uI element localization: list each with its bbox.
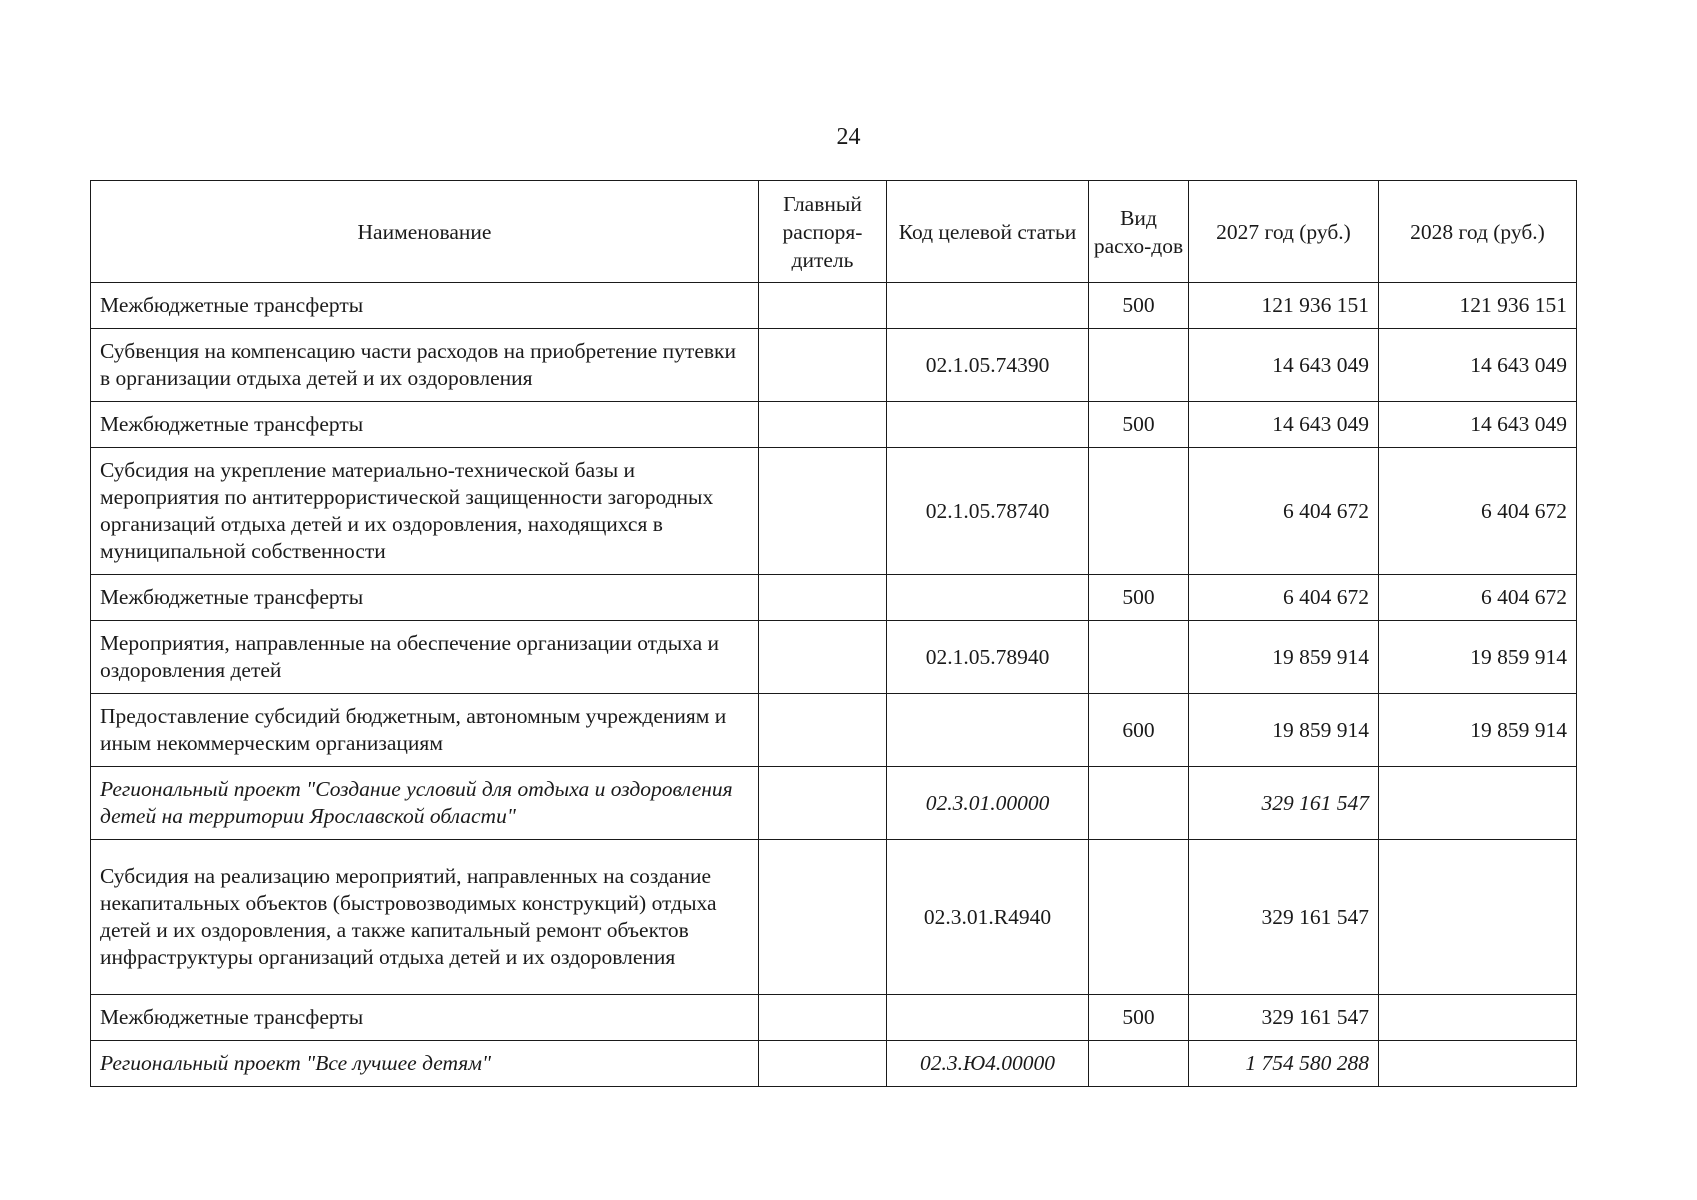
row-expense-type: 500 — [1089, 995, 1189, 1041]
table-row — [91, 402, 1577, 448]
table-row — [91, 767, 1577, 840]
header-year-2027: 2027 год (руб.) — [1189, 181, 1379, 283]
row-amount-2027: 14 643 049 — [1189, 329, 1379, 402]
row-amount-2027: 329 161 547 — [1189, 767, 1379, 840]
row-code: 02.1.05.74390 — [887, 329, 1089, 402]
row-name: Субсидия на укрепление материально-технической базы и мероприятия по антитеррористической защищенности загородных организаций отдыха детей и их оздоровления, находящихся в муниципальной собственности — [91, 448, 759, 575]
row-expense-type — [1089, 840, 1189, 995]
header-year-2028: 2028 год (руб.) — [1379, 181, 1577, 283]
row-expense-type: 500 — [1089, 283, 1189, 329]
table-row — [91, 575, 1577, 621]
row-manager — [759, 329, 887, 402]
row-amount-2028: 6 404 672 — [1379, 575, 1577, 621]
row-amount-2028: 19 859 914 — [1379, 694, 1577, 767]
row-code — [887, 283, 1089, 329]
row-expense-type — [1089, 767, 1189, 840]
row-manager — [759, 448, 887, 575]
row-code: 02.3.Ю4.00000 — [887, 1041, 1089, 1087]
row-name: Предоставление субсидий бюджетным, автономным учреждениям и иным некоммерческим организациям — [91, 694, 759, 767]
table-row — [91, 329, 1577, 402]
row-manager — [759, 621, 887, 694]
row-amount-2027: 121 936 151 — [1189, 283, 1379, 329]
row-name: Межбюджетные трансферты — [91, 995, 759, 1041]
row-expense-type: 500 — [1089, 402, 1189, 448]
header-manager: Главный распоря-дитель — [759, 181, 887, 283]
row-amount-2027: 14 643 049 — [1189, 402, 1379, 448]
row-name: Мероприятия, направленные на обеспечение организации отдыха и оздоровления детей — [91, 621, 759, 694]
table-row — [91, 283, 1577, 329]
row-amount-2027: 1 754 580 288 — [1189, 1041, 1379, 1087]
row-name: Региональный проект "Все лучшее детям" — [91, 1041, 759, 1087]
row-amount-2027: 6 404 672 — [1189, 575, 1379, 621]
header-name: Наименование — [91, 181, 759, 283]
row-amount-2027: 6 404 672 — [1189, 448, 1379, 575]
row-amount-2028 — [1379, 767, 1577, 840]
row-code: 02.3.01.R4940 — [887, 840, 1089, 995]
header-expense-type: Вид расхо-дов — [1089, 181, 1189, 283]
row-expense-type — [1089, 448, 1189, 575]
row-amount-2027: 19 859 914 — [1189, 694, 1379, 767]
row-name: Региональный проект "Создание условий для отдыха и оздоровления детей на территории Ярославской области" — [91, 767, 759, 840]
row-expense-type — [1089, 329, 1189, 402]
table-row — [91, 448, 1577, 575]
row-code — [887, 995, 1089, 1041]
row-manager — [759, 694, 887, 767]
row-name: Субсидия на реализацию мероприятий, направленных на создание некапитальных объектов (быстровозводимых конструкций) отдыха детей и их оздоровления, а также капитальный ремонт объектов инфраструктуры организаций отдыха детей и их оздоровления — [91, 840, 759, 995]
row-expense-type: 500 — [1089, 575, 1189, 621]
row-name: Субвенция на компенсацию части расходов на приобретение путевки в организации отдыха детей и их оздоровления — [91, 329, 759, 402]
row-name: Межбюджетные трансферты — [91, 283, 759, 329]
row-amount-2028 — [1379, 1041, 1577, 1087]
row-code: 02.3.01.00000 — [887, 767, 1089, 840]
row-code — [887, 575, 1089, 621]
row-expense-type — [1089, 1041, 1189, 1087]
header-target-code: Код целевой статьи — [887, 181, 1089, 283]
row-manager — [759, 283, 887, 329]
row-amount-2028: 14 643 049 — [1379, 402, 1577, 448]
budget-table — [90, 180, 1577, 1087]
row-manager — [759, 840, 887, 995]
row-code: 02.1.05.78940 — [887, 621, 1089, 694]
table-row — [91, 995, 1577, 1041]
table-header-row — [91, 181, 1577, 283]
row-amount-2027: 19 859 914 — [1189, 621, 1379, 694]
row-manager — [759, 995, 887, 1041]
row-amount-2028: 121 936 151 — [1379, 283, 1577, 329]
row-code — [887, 402, 1089, 448]
row-amount-2028: 14 643 049 — [1379, 329, 1577, 402]
row-amount-2028 — [1379, 840, 1577, 995]
row-manager — [759, 575, 887, 621]
row-name: Межбюджетные трансферты — [91, 402, 759, 448]
row-amount-2028 — [1379, 995, 1577, 1041]
table-row — [91, 840, 1577, 995]
table-row — [91, 621, 1577, 694]
row-expense-type: 600 — [1089, 694, 1189, 767]
row-manager — [759, 1041, 887, 1087]
row-manager — [759, 402, 887, 448]
row-amount-2027: 329 161 547 — [1189, 840, 1379, 995]
table-row — [91, 694, 1577, 767]
row-name: Межбюджетные трансферты — [91, 575, 759, 621]
row-code: 02.1.05.78740 — [887, 448, 1089, 575]
row-expense-type — [1089, 621, 1189, 694]
row-manager — [759, 767, 887, 840]
page-number: 24 — [836, 124, 861, 150]
row-amount-2028: 6 404 672 — [1379, 448, 1577, 575]
row-code — [887, 694, 1089, 767]
table-row — [91, 1041, 1577, 1087]
row-amount-2027: 329 161 547 — [1189, 995, 1379, 1041]
row-amount-2028: 19 859 914 — [1379, 621, 1577, 694]
